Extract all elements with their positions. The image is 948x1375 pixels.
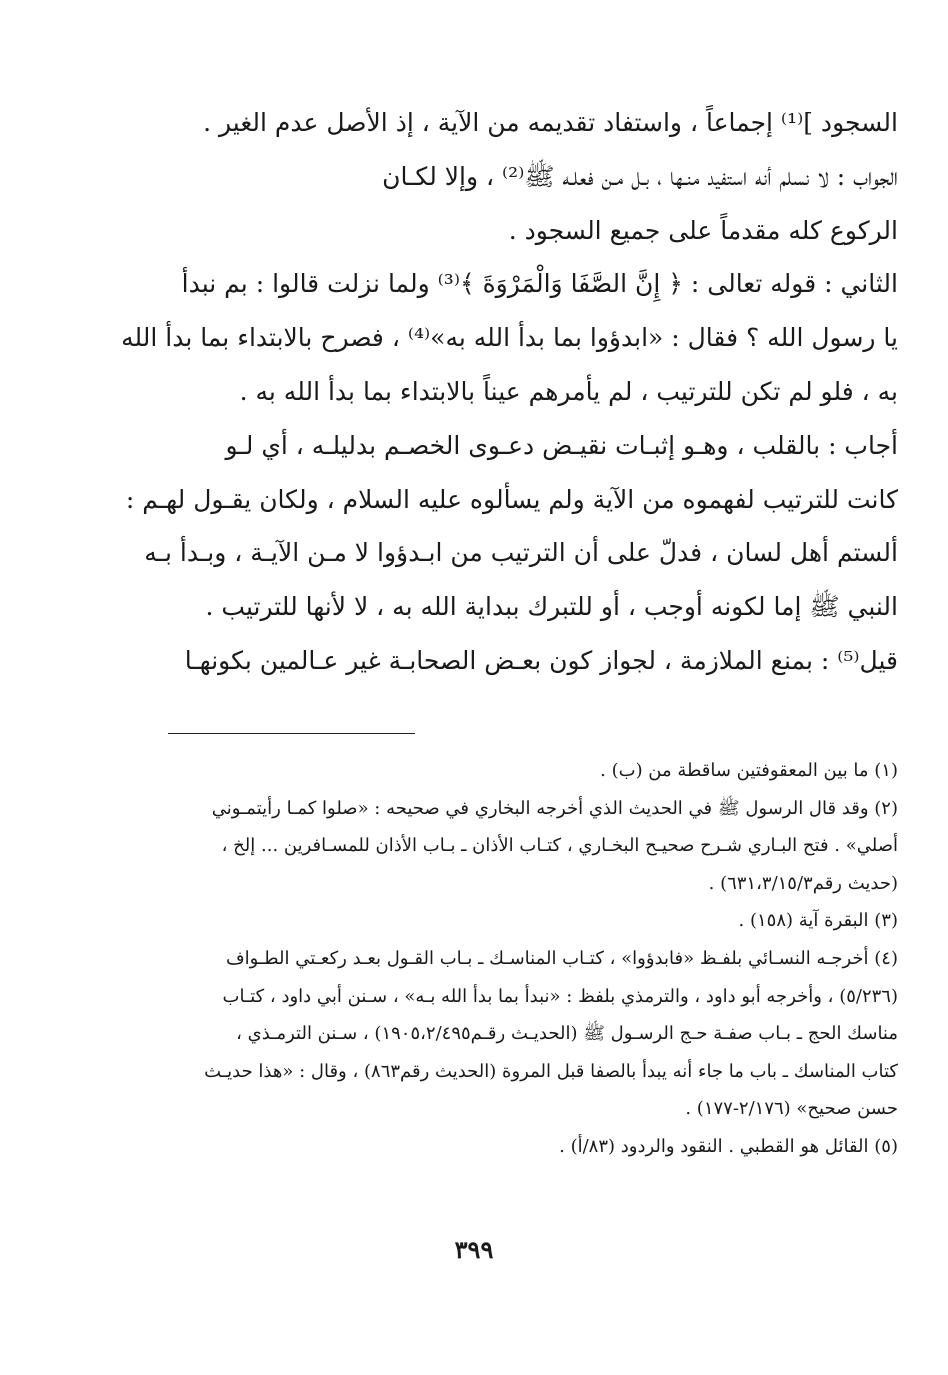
- text-line: الجواب : لا نسلم أنه استفيد منـها ، بـل مـن فعلـه ﷺ⁽²⁾ ، وإلا لكـان: [382, 161, 898, 191]
- footnote-line: (٤) أخرجـه النسـائي بلفـظ «فابدؤوا» ، كتـاب المناسـك ـ بـاب القـول بعـد ركعـتي الطـواف: [226, 947, 898, 969]
- text-line: الركوع كله مقدماً على جميع السجود .: [508, 215, 898, 245]
- footnote-line: (٣) البقرة آية (١٥٨) .: [738, 910, 898, 932]
- text-line: السجود ]⁽¹⁾ إجماعاً ، واستفاد تقديمه من الآية ، إذ الأصل عدم الغير .: [203, 108, 898, 137]
- text-line: ألستم أهل لسان ، فدلّ على أن الترتيب من ابـدؤوا لا مـن الآيـة ، وبـدأ بـه: [144, 538, 898, 568]
- text-line: به ، فلو لم تكن للترتيب ، لم يأمرهم عيناً بالابتداء بما بدأ الله به .: [239, 376, 898, 406]
- text-line: كانت للترتيب لفهموه من الآية ولم يسألوه عليه السلام ، ولكان يقـول لهـم :: [125, 484, 898, 514]
- footnote-line: كتاب المناسك ـ باب ما جاء أنه يبدأ بالصفا قبل المروة (الحديث رقم٨٦٣) ، وقال : «هذا حديـث: [204, 1060, 898, 1082]
- footnote-divider: [168, 733, 415, 734]
- footnote-line: (حديث رقم٦٣١،٣/١٥/٣) .: [708, 872, 898, 894]
- footnote-line: مناسك الحج ـ بـاب صفـة حـج الرسـول ﷺ (الحديـث رقـم١٩٠٥،٢/٤٩٥) ، سـنن الترمـذي ،: [236, 1023, 898, 1045]
- footnotes: [50, 752, 898, 1166]
- footnote-line: (٢) وقد قال الرسول ﷺ في الحديث الذي أخرجه البخاري في صحيحه : «صلوا كمـا رأيتمـوني: [211, 797, 898, 819]
- footnote-line: حسن صحيح» (٢/١٧٦-١٧٧) .: [685, 1098, 898, 1120]
- footnote-line: (٥) القائل هو القطبي . النقود والردود (٨٣/أ) .: [559, 1135, 898, 1157]
- footnote-line: أصلي» . فتح البـاري شـرح صحيـح البخـاري ، كتـاب الأذان ـ بـاب الأذان للمسـافرين ... إلخ ،: [221, 835, 898, 857]
- text-line: النبي ﷺ إما لكونه أوجب ، أو للتبرك ببداية الله به ، لا لأنها للترتيب .: [205, 592, 898, 622]
- main-text: [50, 96, 898, 688]
- footnote-line: (٥/٢٣٦) ، وأخرجه أبو داود ، والترمذي بلفظ : «نبدأ بما بدأ الله بـه» ، سـنن أبي داود ، كتـاب: [222, 985, 898, 1007]
- text-line: يا رسول الله ؟ فقال : «ابدؤوا بما بدأ الله به»⁽⁴⁾ ، فصرح بالابتداء بما بدأ الله: [121, 323, 898, 353]
- footnote-line: (١) ما بين المعقوفتين ساقطة من (ب) .: [600, 760, 898, 781]
- text-line: قيل⁽⁵⁾ : بمنع الملازمة ، لجواز كون بعـض الصحابـة غير عـالمين بكونهـا: [184, 645, 898, 675]
- page-number: ٣٩٩: [454, 1235, 494, 1264]
- text-line: الثاني : قوله تعالى : ﴿ إِنَّ الصَّفَا وَالْمَرْوَةَ ﴾⁽³⁾ ولما نزلت قالوا : بم نبدأ: [181, 269, 898, 299]
- text-line: أجاب : بالقلب ، وهـو إثبـات نقيـض دعـوى الخصـم بدليلـه ، أي لـو: [225, 430, 898, 460]
